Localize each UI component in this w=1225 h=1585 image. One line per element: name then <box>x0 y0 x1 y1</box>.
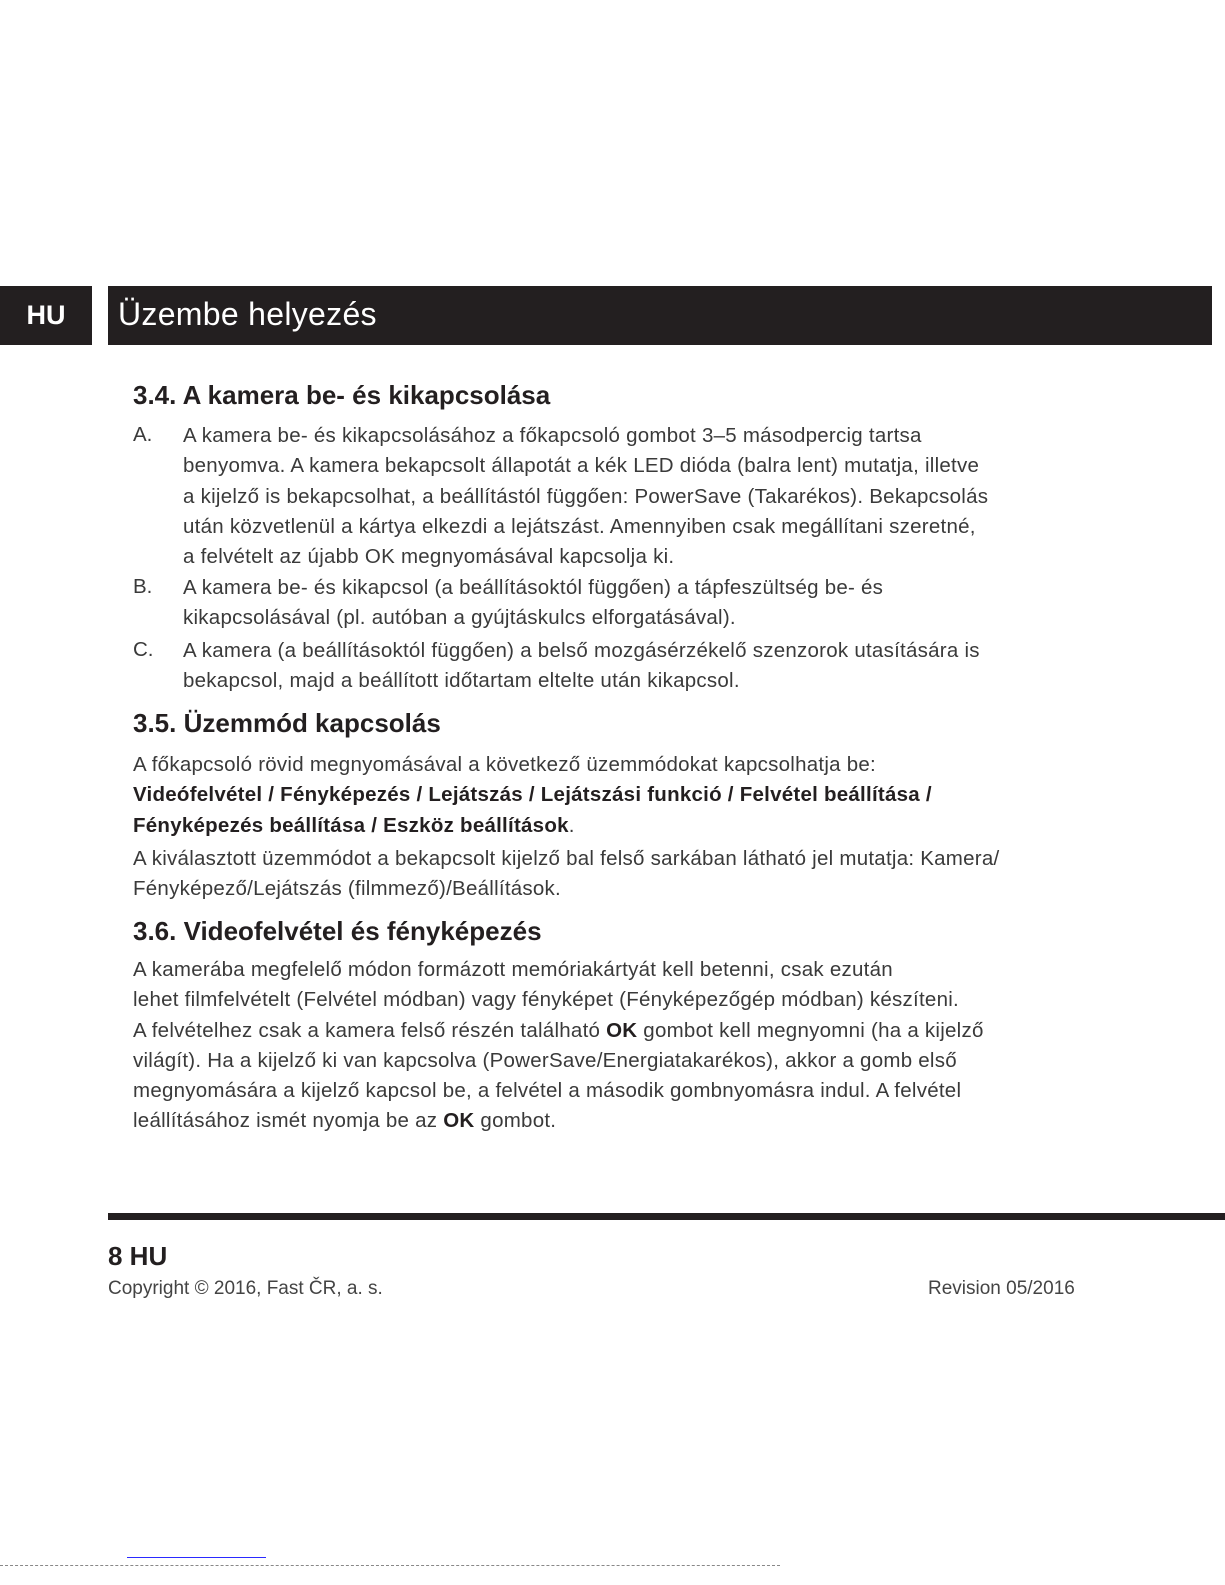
text-line: A főkapcsoló rövid megnyomásával a következő üzemmódokat kapcsolhatja be: <box>133 753 876 776</box>
text-line: a felvételt az újabb OK megnyomásával kapcsolja ki. <box>183 545 675 569</box>
page-number: 8 HU <box>108 1241 168 1271</box>
footer-divider <box>108 1213 1225 1220</box>
text-line: lehet filmfelvételt (Felvétel módban) vagy fényképet (Fényképezőgép módban) készíteni. <box>133 988 959 1012</box>
text: A felvételhez csak a kamera felső részén található <box>133 1018 607 1042</box>
item-c <box>183 636 980 697</box>
period: . <box>568 813 575 837</box>
revision: Revision 05/2016 <box>928 1278 1075 1299</box>
text-line: világít). Ha a kijelző ki van kapcsolva (PowerSave/Energiatakarékos), akkor a gomb első <box>133 1048 957 1072</box>
modes-paragraph <box>133 750 999 904</box>
item-letter: B. <box>133 575 153 598</box>
item-b <box>183 573 883 634</box>
dotted-line <box>0 1565 780 1566</box>
text-line: Fényképező/Lejátszás (filmmező)/Beállítások. <box>133 877 562 901</box>
text-line: A kamera be- és kikapcsol (a beállításoktól függően) a tápfeszültség be- és <box>183 576 884 599</box>
ok-label: OK <box>606 1018 638 1042</box>
text-line: kikapcsolásával (pl. autóban a gyújtáskulcs elforgatásával). <box>183 606 736 630</box>
modes-list: Videófelvétel / Fényképezés / Lejátszás / Lejátszási funkció / Felvétel beállítása / <box>133 783 932 807</box>
text: gombot. <box>474 1109 557 1133</box>
heading-3-6: 3.6. Videofelvétel és fényképezés <box>133 916 542 946</box>
text-line: A kiválasztott üzemmódot a bekapcsolt kijelző bal felső sarkában látható jel mutatja: Kamera/ <box>133 846 1000 870</box>
item-letter: C. <box>133 638 154 661</box>
text-line: benyomva. A kamera bekapcsolt állapotát a kék LED dióda (balra lent) mutatja, illetve <box>183 454 980 478</box>
text: leállításához ismét nyomja be az <box>133 1109 444 1133</box>
heading-3-5: 3.5. Üzemmód kapcsolás <box>133 708 441 738</box>
text-line: után közvetlenül a kártya elkezdi a lejátszást. Amennyiben csak megállítani szeretné, <box>183 514 976 538</box>
language-badge: HU <box>0 286 92 345</box>
text-line: bekapcsol, majd a beállított időtartam eltelte után kikapcsol. <box>183 669 740 693</box>
text-line: A kamera (a beállításoktól függően) a belső mozgásérzékelő szenzorok utasítására is <box>183 639 980 662</box>
heading-3-4: 3.4. A kamera be- és kikapcsolása <box>133 380 551 410</box>
text-line: megnyomására a kijelző kapcsol be, a felvétel a második gombnyomásra indul. A felvétel <box>133 1079 962 1103</box>
text: gombot kell megnyomni (ha a kijelző <box>637 1018 984 1042</box>
text-line: a kijelző is bekapcsolhat, a beállítástól függően: PowerSave (Takarékos). Bekapcsolás <box>183 484 989 508</box>
recording-paragraph <box>133 955 984 1137</box>
text-line: A kamera be- és kikapcsolásához a főkapcsoló gombot 3–5 másodpercig tartsa <box>183 424 922 447</box>
section-title-bar <box>108 286 1212 345</box>
blue-underline <box>127 1557 266 1558</box>
section-title: Üzembe helyezés <box>118 296 377 332</box>
item-letter: A. <box>133 423 153 446</box>
modes-list: Fényképezés beállítása / Eszköz beállítások <box>133 813 569 837</box>
ok-label: OK <box>443 1109 475 1133</box>
item-a <box>183 421 988 572</box>
copyright: Copyright © 2016, Fast ČR, a. s. <box>108 1278 383 1299</box>
text-line: A kamerába megfelelő módon formázott memóriakártyát kell betenni, csak ezután <box>133 958 893 981</box>
